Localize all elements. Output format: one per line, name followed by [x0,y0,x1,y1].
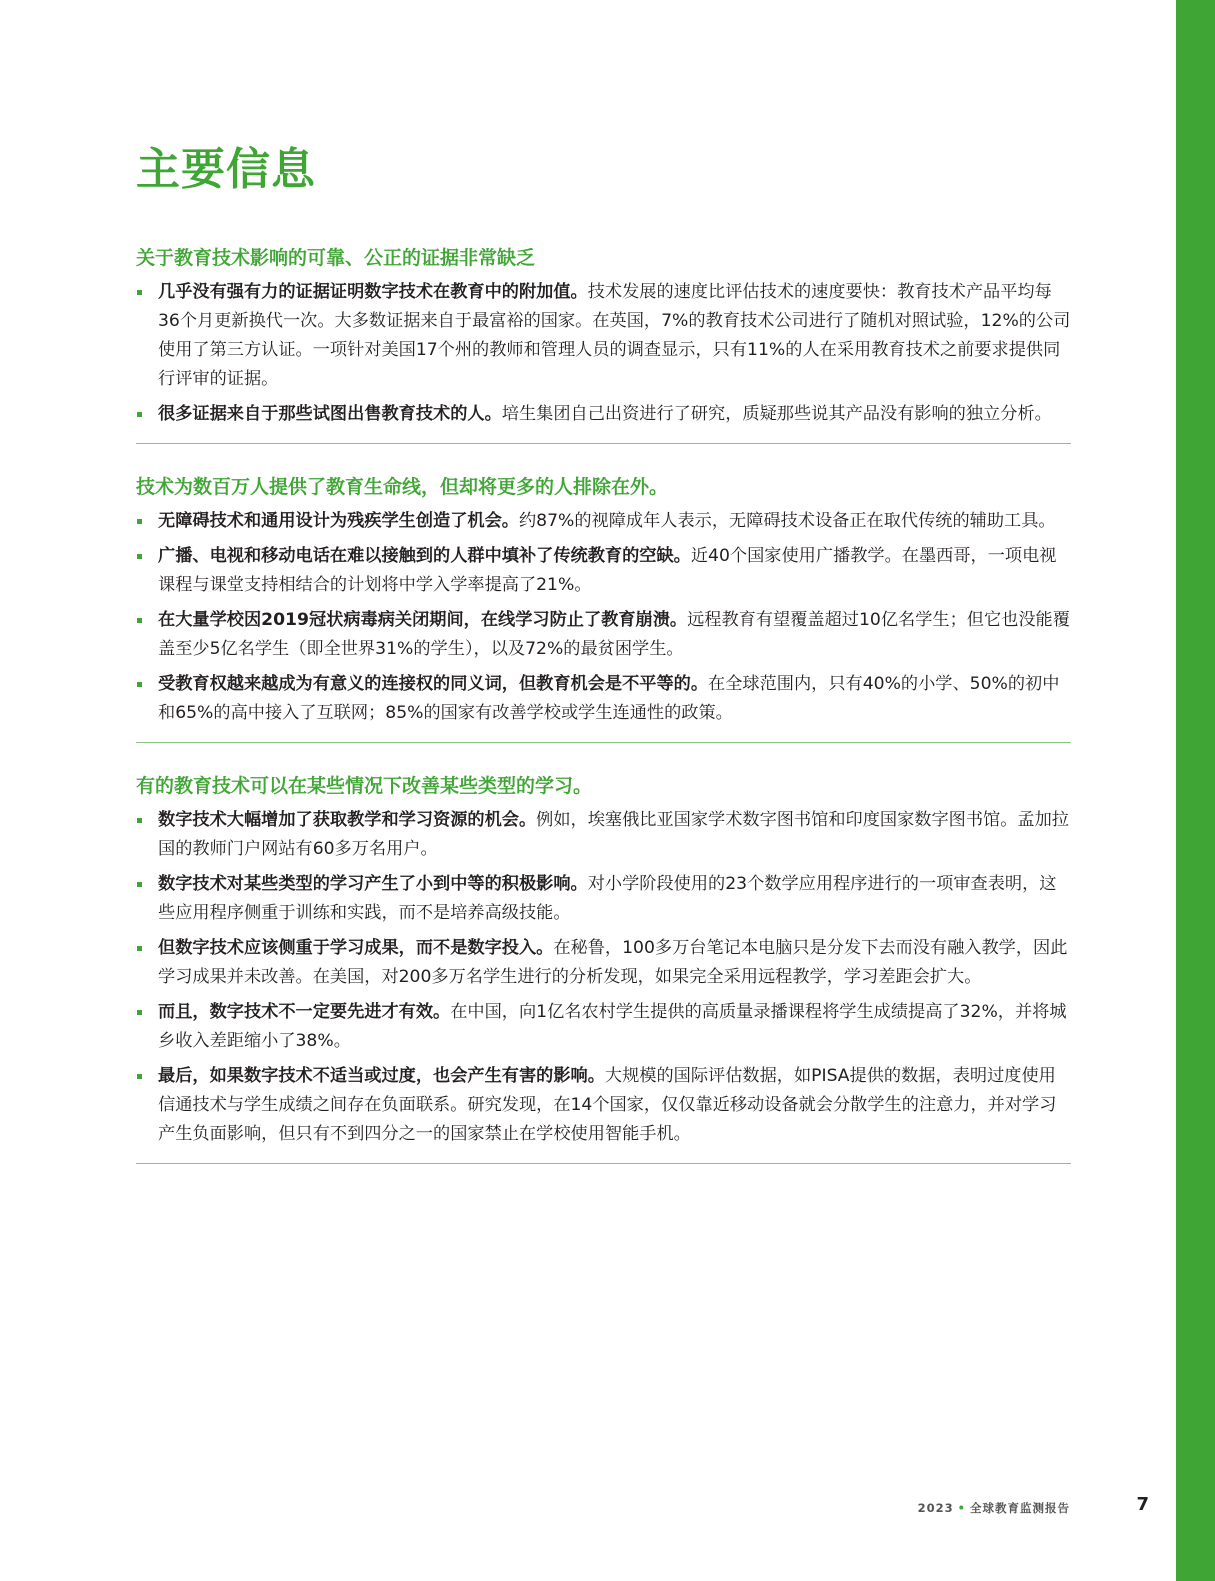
bullet-lead: 很多证据来自于那些试图出售教育技术的人。 [158,404,502,424]
section-evidence [136,243,1071,444]
bullet-list [136,507,1071,728]
section-heading: 关于教育技术影响的可靠、公正的证据非常缺乏 [136,247,536,269]
footer-year: 2023 [917,1501,954,1515]
bullet-lead: 无障碍技术和通用设计为残疾学生创造了机会。 [158,511,519,531]
bullet-item [136,507,1071,536]
footer-separator: • [957,1501,966,1515]
bullet-lead: 而且，数字技术不一定要先进才有效。 [158,1002,451,1022]
bullet-lead: 在大量学校因2019冠状病毒病关闭期间，在线学习防止了教育崩溃。 [158,610,688,630]
bullet-text: 例如，埃塞俄比亚国家学术数字图书馆和印度国家数字图书馆。孟加拉国的教师门户网站有60多万名用户。 [158,810,1069,859]
bullet-lead: 最后，如果数字技术不适当或过度，也会产生有害的影响。 [158,1066,605,1086]
bullet-text: 对小学阶段使用的23个数学应用程序进行的一项审查表明，这些应用程序侧重于训练和实践，而不是培养高级技能。 [158,874,1057,923]
section-heading: 有的教育技术可以在某些情况下改善某些类型的学习。 [136,775,593,797]
bullet-lead: 受教育权越来越成为有意义的连接权的同义词，但教育机会是不平等的。 [158,674,709,694]
bullet-text: 在全球范围内，只有40%的小学、50%的初中和65%的高中接入了互联网；85%的国家有改善学校或学生连通性的政策。 [158,674,1060,723]
bullet-lead: 广播、电视和移动电话在难以接触到的人群中填补了传统教育的空缺。 [158,546,691,566]
bullet-item [136,400,1071,429]
page-title: 主要信息 [136,144,316,195]
bullet-item [136,542,1071,600]
bullet-item [136,870,1071,928]
bullet-item [136,998,1071,1056]
bullet-text: 远程教育有望覆盖超过10亿名学生；但它也没能覆盖至少5亿名学生（即全世界31%的学生），以及72%的最贫困学生。 [158,610,1070,659]
footer-report-label [918,1500,1070,1516]
bullet-text: 技术发展的速度比评估技术的速度要快：教育技术产品平均每36个月更新换代一次。大多数证据来自于最富裕的国家。在英国，7%的教育技术公司进行了随机对照试验，12%的公司使用了第三方认证。一项针对美国17个州的教师和管理人员的调查显示，只有11%的人在采用教育技术之前要求提供同行评审的证据。 [158,282,1071,389]
bullet-lead: 但数字技术应该侧重于学习成果，而不是数字投入。 [158,938,554,958]
bullet-item [136,1062,1071,1149]
bullet-text: 近40个国家使用广播教学。在墨西哥，一项电视课程与课堂支持相结合的计划将中学入学率提高了21%。 [158,546,1057,595]
page-number: 7 [1136,1494,1149,1515]
bullet-text: 在秘鲁，100多万台笔记本电脑只是分发下去而没有融入教学，因此学习成果并未改善。在美国，对200多万名学生进行的分析发现，如果完全采用远程教学，学习差距会扩大。 [158,938,1068,987]
bullet-item [136,934,1071,992]
bullet-item [136,670,1071,728]
section-lifeline [136,472,1071,743]
bullet-item [136,606,1071,664]
bullet-list [136,278,1071,429]
bullet-text: 大规模的国际评估数据，如PISA提供的数据，表明过度使用信通技术与学生成绩之间存在负面联系。研究发现，在14个国家，仅仅靠近移动设备就会分散学生的注意力，并对学习产生负面影响，但只有不到四分之一的国家禁止在学校使用智能手机。 [158,1066,1057,1144]
bullet-item [136,278,1071,394]
bullet-lead: 数字技术大幅增加了获取教学和学习资源的机会。 [158,810,537,830]
side-accent-bar [1176,0,1215,1581]
section-learning [136,771,1071,1164]
footer-report-name: 全球教育监测报告 [970,1501,1070,1515]
section-heading: 技术为数百万人提供了教育生命线，但却将更多的人排除在外。 [136,476,669,498]
key-messages-content [136,243,1071,1192]
bullet-text: 培生集团自己出资进行了研究，质疑那些说其产品没有影响的独立分析。 [501,404,1052,424]
bullet-item [136,806,1071,864]
bullet-text: 在中国，向1亿名农村学生提供的高质量录播课程将学生成绩提高了32%，并将城乡收入差距缩小了38%。 [158,1002,1067,1051]
bullet-list [136,806,1071,1149]
bullet-lead: 几乎没有强有力的证据证明数字技术在教育中的附加值。 [158,282,588,302]
bullet-text: 约87%的视障成年人表示，无障碍技术设备正在取代传统的辅助工具。 [518,511,1056,531]
bullet-lead: 数字技术对某些类型的学习产生了小到中等的积极影响。 [158,874,588,894]
